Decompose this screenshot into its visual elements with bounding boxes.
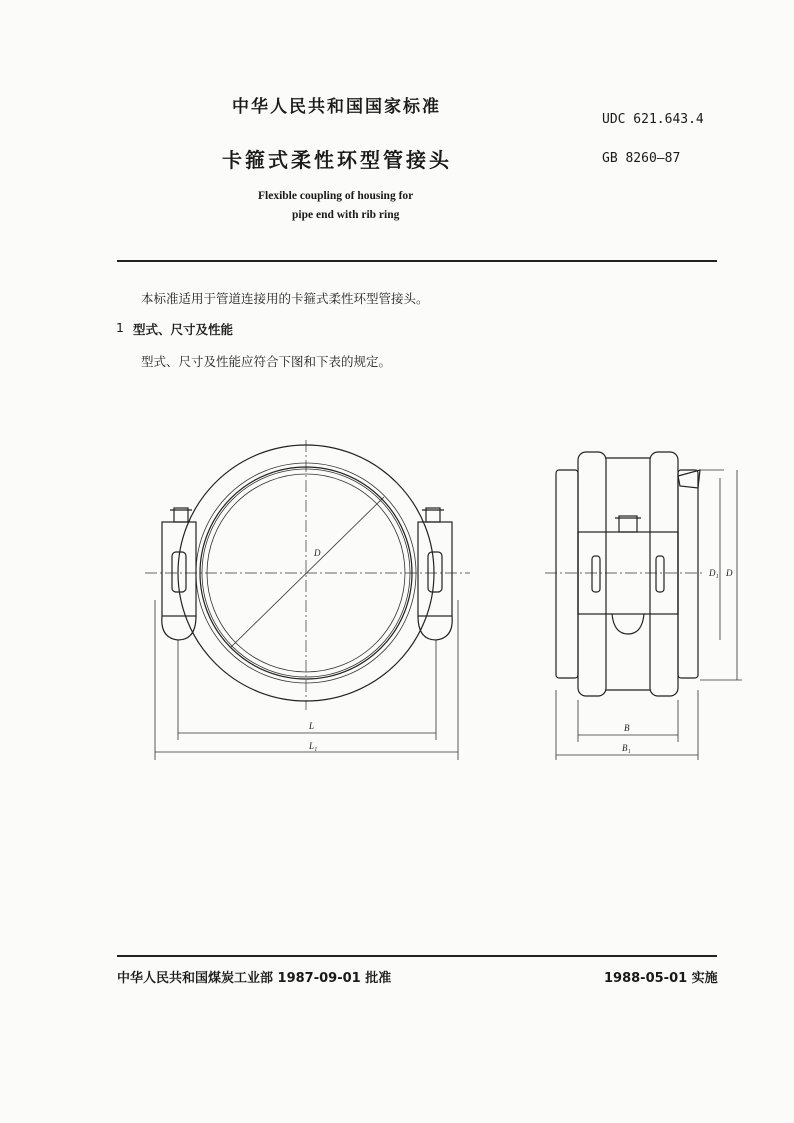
- section-paragraph: 型式、尺寸及性能应符合下图和下表的规定。: [141, 354, 392, 369]
- side-outer-diameter-label: D: [726, 568, 733, 578]
- document-title-en-line2: pipe end with rib ring: [292, 209, 400, 221]
- side-overall-width-label: B₁: [622, 743, 631, 753]
- standard-category: 中华人民共和国国家标准: [232, 97, 441, 117]
- footer-divider: [117, 955, 717, 957]
- standard-number: GB 8260—87: [602, 151, 681, 166]
- side-width-label: B: [624, 723, 630, 733]
- effective-date: 1988-05-01 实施: [604, 971, 718, 986]
- document-title-en-line1: Flexible coupling of housing for: [258, 190, 414, 202]
- section-number: 1: [116, 320, 124, 335]
- approval-line: 中华人民共和国煤炭工业部 1987-09-01 批准: [117, 971, 392, 986]
- udc-number: UDC 621.643.4: [602, 112, 704, 127]
- side-view: [545, 452, 742, 760]
- front-view: [145, 440, 470, 760]
- document-title-cn: 卡箍式柔性环型管接头: [222, 148, 452, 172]
- scope-paragraph: 本标准适用于管道连接用的卡箍式柔性环型管接头。: [141, 291, 429, 306]
- side-inner-diameter-label: D₁: [709, 568, 719, 578]
- front-overall-length-label: L₁: [309, 741, 318, 751]
- front-length-label: L: [309, 721, 315, 731]
- section-title: 型式、尺寸及性能: [133, 322, 234, 337]
- front-diameter-label: D: [314, 548, 321, 558]
